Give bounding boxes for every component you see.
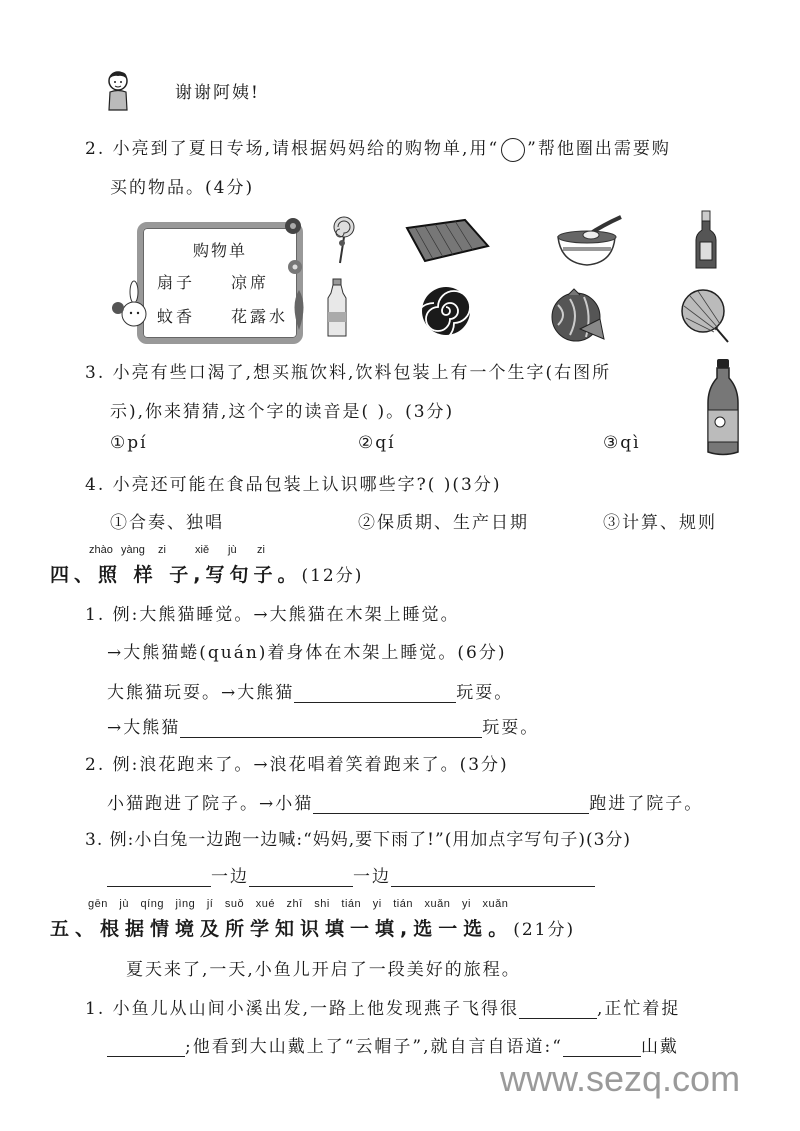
leaf-decoration-icon <box>290 290 308 330</box>
watermelon-icon <box>548 285 608 343</box>
question-3-line1 <box>85 358 611 383</box>
pinyin: zhào <box>89 544 113 556</box>
pinyin: tián <box>393 898 413 910</box>
answer-option[interactable]: ①合奏、独唱 <box>110 513 224 533</box>
exercise-line <box>107 862 595 887</box>
answer-option[interactable]: ②保质期、生产日期 <box>358 513 529 533</box>
section-title: 四、照 样 子,写句子。 <box>50 564 302 586</box>
bamboo-mat-icon <box>405 218 490 263</box>
pinyin: yi <box>461 898 471 910</box>
section-score: (12分) <box>301 566 364 586</box>
exercise-text: 玩耍。 <box>482 718 540 738</box>
circle-symbol-icon <box>501 138 525 162</box>
answer-blank[interactable] <box>107 1038 185 1057</box>
question-text: 小亮有些口渴了,想买瓶饮料,饮料包装上有一个生字(右图所 <box>112 363 612 383</box>
exercise-text: ;他看到大山戴上了“云帽子”,就自言自语道:“ <box>185 1037 563 1057</box>
answer-blank[interactable] <box>391 868 595 887</box>
section-score: (21分) <box>513 920 576 940</box>
exercise-line <box>107 713 539 738</box>
shopping-item: 凉席 <box>231 273 270 292</box>
watermark: www.sezq.com <box>500 1058 741 1099</box>
answer-option[interactable]: ②qí <box>358 433 396 453</box>
answer-blank[interactable] <box>313 795 589 814</box>
exercise-text: →大熊猫 <box>107 718 181 738</box>
shopping-list-card <box>137 222 303 344</box>
example-line: 3. 例:小白兔一边跑一边喊:“妈妈,要下雨了!”(用加点字写句子)(3分) <box>85 830 632 850</box>
answer-blank[interactable] <box>294 684 456 703</box>
pinyin-row <box>88 898 508 910</box>
pinyin: gēn <box>88 898 108 910</box>
answer-option[interactable]: ③qì <box>603 433 641 453</box>
exercise-line <box>107 1032 679 1057</box>
pinyin: tián <box>341 898 362 910</box>
lollipop-icon <box>330 215 360 265</box>
question-text: 小亮还可能在食品包装上认识哪些字?( )(3分) <box>112 475 502 495</box>
question-number: 2. <box>85 139 106 159</box>
sauce-bottle-icon <box>693 210 719 270</box>
section-title: 五、根据情境及所学知识填一填,选一选。 <box>50 918 514 940</box>
water-bottle-icon <box>325 278 349 338</box>
question-text: ”帮他圈出需要购 <box>527 139 671 159</box>
answer-blank[interactable] <box>249 868 353 887</box>
exercise-text: 跑进了院子。 <box>589 794 704 814</box>
exercise-line <box>85 994 680 1019</box>
soup-bowl-icon <box>553 215 623 267</box>
pinyin: zi <box>257 544 265 556</box>
exercise-text: 小猫跑进了院子。→小猫 <box>107 794 314 814</box>
pinyin: shi <box>314 898 330 910</box>
bunny-cartoon-icon <box>110 280 150 330</box>
exercise-line <box>107 678 513 703</box>
question-2-line2: 买的物品。(4分) <box>110 178 255 198</box>
answer-blank[interactable] <box>107 868 211 887</box>
pinyin: xiě <box>195 544 210 556</box>
exercise-text: ,正忙着捉 <box>597 999 681 1019</box>
question-2-line1 <box>85 134 671 162</box>
example-line: →大熊猫蜷(quán)着身体在木架上睡觉。(6分) <box>107 643 507 663</box>
pinyin: yi <box>372 898 382 910</box>
pinyin: qíng <box>140 898 164 910</box>
pinyin: jù <box>228 544 237 556</box>
exercise-line <box>107 789 703 814</box>
shopping-item: 蚊香 <box>157 307 196 326</box>
pinyin: jù <box>119 898 129 910</box>
exercise-text: 1. 小鱼儿从山间小溪出发,一路上他发现燕子飞得很 <box>85 999 520 1019</box>
question-text: 小亮到了夏日专场,请根据妈妈给的购物单,用“ <box>112 139 500 159</box>
pinyin: xuǎn <box>482 898 509 910</box>
exercise-text: 玩耍。 <box>456 683 514 703</box>
pinyin: jí <box>206 898 214 910</box>
mosquito-coil-icon <box>420 285 472 337</box>
question-number: 4. <box>85 475 106 495</box>
connector-text: 一边 <box>353 867 391 887</box>
question-4-line1 <box>85 470 502 495</box>
shopping-list-title: 购物单 <box>192 241 247 260</box>
answer-blank[interactable] <box>519 1000 597 1019</box>
example-line: 1. 例:大熊猫睡觉。→大熊猫在木架上睡觉。 <box>85 605 460 625</box>
pinyin: zhī <box>286 898 303 910</box>
boy-cartoon-icon <box>103 70 133 112</box>
answer-option[interactable]: ③计算、规则 <box>603 513 717 533</box>
dialog-speech: 谢谢阿姨! <box>175 83 260 103</box>
exercise-text: 大熊猫玩耍。→大熊猫 <box>107 683 295 703</box>
pinyin: jìng <box>175 898 196 910</box>
drink-bottle-icon <box>705 358 741 458</box>
answer-blank[interactable] <box>563 1038 641 1057</box>
pinyin: xuǎn <box>424 898 451 910</box>
example-line: 2. 例:浪花跑来了。→浪花唱着笑着跑来了。(3分) <box>85 755 509 775</box>
shopping-item: 花露水 <box>231 307 289 326</box>
question-number: 3. <box>85 363 106 383</box>
section-5-heading <box>50 914 575 941</box>
section-4-heading <box>50 560 363 587</box>
flower-decoration-icon <box>283 216 303 236</box>
exercise-text: 山戴 <box>640 1037 679 1057</box>
connector-text: 一边 <box>211 867 249 887</box>
story-intro: 夏天来了,一天,小鱼儿开启了一段美好的旅程。 <box>126 960 521 980</box>
answer-blank[interactable] <box>180 719 482 738</box>
pinyin: xué <box>255 898 275 910</box>
question-3-line2: 示),你来猜猜,这个字的读音是( )。(3分) <box>110 402 455 422</box>
pinyin: yàng <box>121 544 145 556</box>
shopping-item: 扇子 <box>157 273 196 292</box>
pinyin: suǒ <box>224 898 245 910</box>
answer-option[interactable]: ①pí <box>110 433 148 453</box>
pinyin: zi <box>158 544 166 556</box>
flower-decoration-icon <box>286 258 304 276</box>
round-fan-icon <box>680 288 730 343</box>
